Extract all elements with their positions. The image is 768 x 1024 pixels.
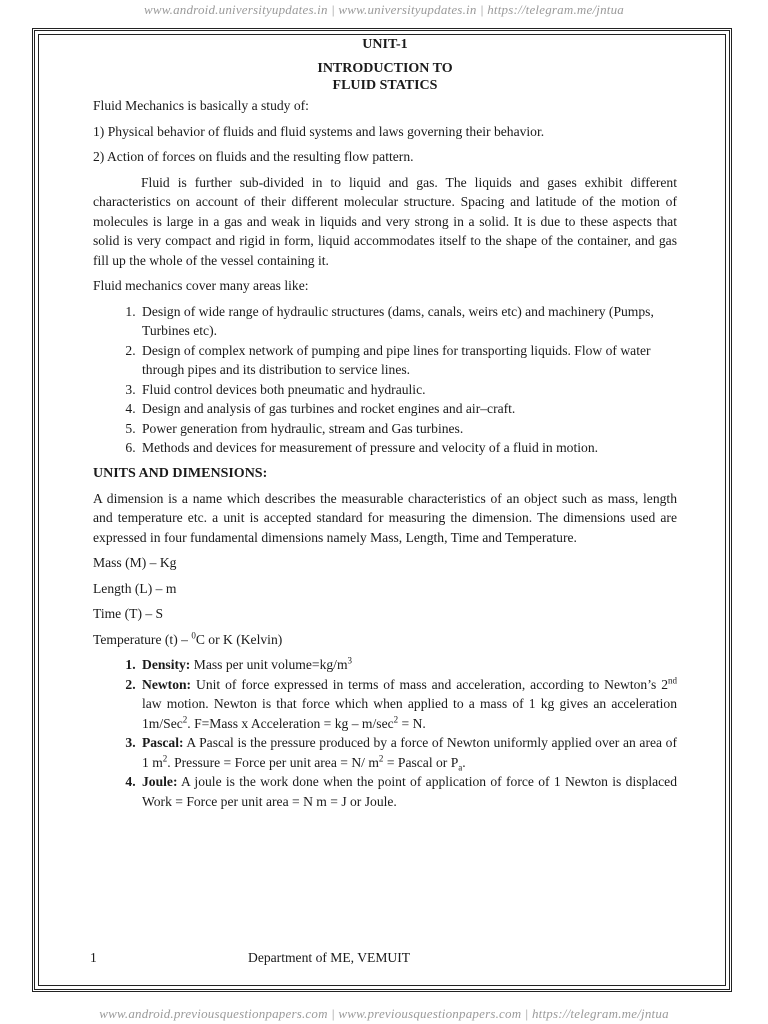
section-heading-units: UNITS AND DIMENSIONS: xyxy=(93,465,268,481)
unit-time: Time (T) – S xyxy=(93,606,164,621)
top-watermark: www.android.universityupdates.in | www.universityupdates.in | https://telegram.me/jntua xyxy=(143,2,624,17)
units-paragraph: A dimension is a name which describes the measurable characteristics of an object such as mass, length and temperature etc. a unit is accepted standard for measuring the dimension. The dimensions used are expressed in four fundamental dimensions namely Mass, Length, Time and Temperature. xyxy=(93,490,677,545)
unit-temperature: Temperature (t) – $^0$C or K (Kelvin) xyxy=(93,629,283,647)
unit-length: Length (L) – m xyxy=(93,580,177,596)
definition-pascal: 3. Pascal: A Pascal is the pressure produced by a force of Newton uniformly applied over an area of 1 $m^2$. Pressure = Force per unit area = N/ $m^2$ = Pascal or $P_a$. xyxy=(139,733,677,772)
definition-density: 1. Density: Mass per unit $volume=kg/m^3$ xyxy=(139,655,677,675)
intro-point-2: 2) Action of forces on fluids and the resulting flow pattern. xyxy=(93,149,414,164)
document-body xyxy=(93,36,677,811)
list-item: 2. Design of complex network of pumping and pipe lines for transporting liquids. Flow of water through pipes and its distribution to service lines. xyxy=(139,341,677,380)
areas-list xyxy=(93,302,677,458)
list-item: 4. Design and analysis of gas turbines and rocket engines and air–craft. xyxy=(139,399,677,419)
bottom-watermark: www.android.previousquestionpapers.com | www.previousquestionpapers.com | https://telegram.me/jntua xyxy=(99,1006,669,1021)
footer-department: Department of ME, VEMUIT xyxy=(248,950,411,965)
chapter-title-line1: INTRODUCTION TO xyxy=(317,61,453,76)
areas-lead: Fluid mechanics cover many areas like: xyxy=(93,278,309,293)
list-item: 6. Methods and devices for measurement of pressure and velocity of a fluid in motion. xyxy=(139,438,677,458)
definitions-list xyxy=(93,655,677,811)
definition-joule: 4. Joule: A joule is the work done when the point of application of force of 1 Newton is displaced Work = Force per unit area = N m = J or Joule. xyxy=(139,772,677,811)
fluid-paragraph: Fluid is further sub-divided in to liquid and gas. The liquids and gases exhibit different characteristics on account of their different molecular structure. Spacing and latitude of the motion of molecules is large in a gas and weak in liquids and very strong in a solid. It is due to these aspects that solid is very compact and rigid in form, liquid accommodates itself to the shape of the container, and gas fill up the whole of the vessel containing it. xyxy=(93,174,677,268)
intro-lead: Fluid Mechanics is basically a study of: xyxy=(93,98,309,113)
list-item: 1. Design of wide range of hydraulic structures (dams, canals, weirs etc) and machinery (Pumps, Turbines etc). xyxy=(139,302,677,341)
list-item: 3. Fluid control devices both pneumatic and hydraulic. xyxy=(139,380,677,400)
unit-heading: UNIT-1 xyxy=(362,37,408,52)
intro-point-1: 1) Physical behavior of fluids and fluid systems and laws governing their behavior. xyxy=(93,123,545,139)
unit-mass: Mass (M) – Kg xyxy=(93,555,177,570)
page-number: 1 xyxy=(90,950,97,965)
definition-newton: 2. Newton: Unit of force expressed in terms of mass and acceleration, according to Newton’s 2nd law motion. Newton is that force which when applied to a mass of 1 kg gives an acceleration 1m/Sec$^2$. F=Mass x Acceleration = kg – $m/\sec^2 = N$. xyxy=(139,675,677,734)
list-item: 5. Power generation from hydraulic, stream and Gas turbines. xyxy=(139,419,677,439)
chapter-title-line2: FLUID STATICS xyxy=(332,78,438,93)
